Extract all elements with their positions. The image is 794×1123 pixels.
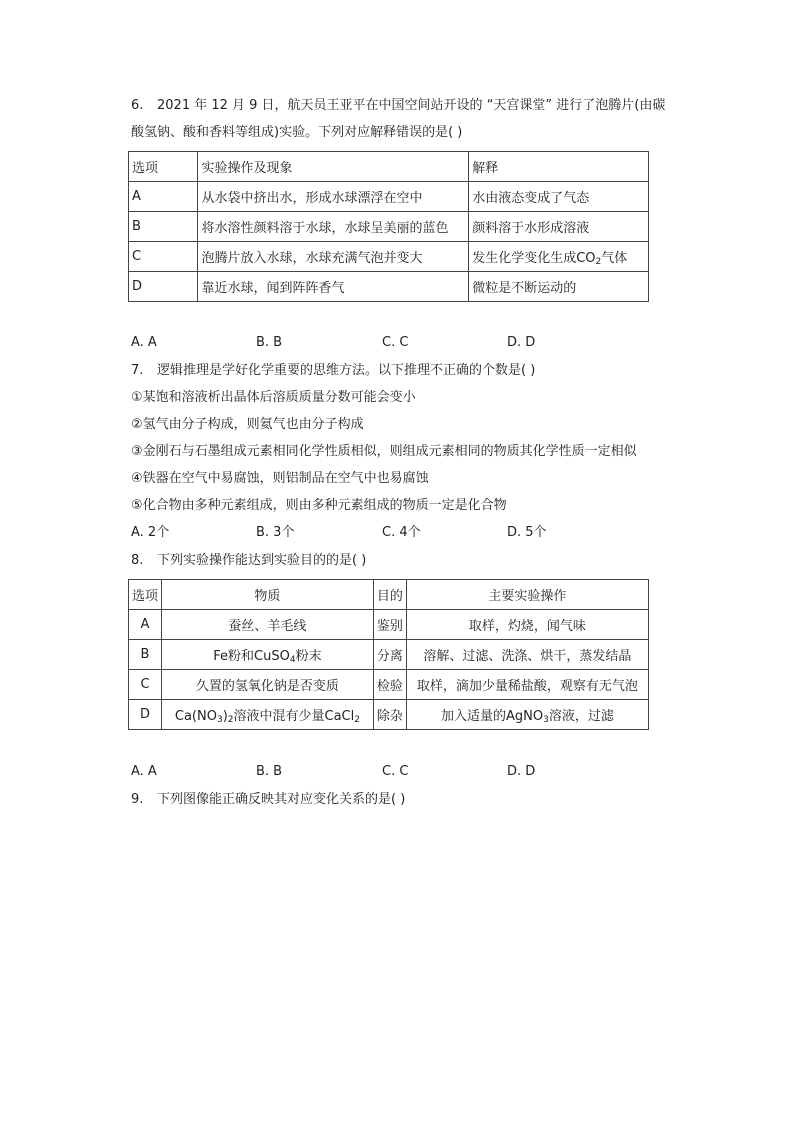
q7-item-2: ②氢气由分子构成，则氦气也由分子构成 <box>131 417 364 432</box>
table-row <box>129 700 649 730</box>
q8-stem-text: 下列实验操作能达到实验目的的是( ) <box>157 553 367 568</box>
q6-header-explanation: 解释 <box>469 152 649 182</box>
q8-row-aim: 检验 <box>373 670 406 700</box>
formula-text: 气体 <box>601 251 628 266</box>
formula-text: ) <box>222 709 228 724</box>
q7-option-a[interactable]: A. 2个 <box>131 525 170 540</box>
q8-table <box>128 579 649 730</box>
q8-row-operation <box>406 700 648 730</box>
q8-row-substance <box>162 640 374 670</box>
formula-text: 粉末 <box>295 649 322 664</box>
q6-option-b[interactable]: B. B <box>256 335 283 350</box>
q6-row-operation: 将水溶性颜料溶于水球，水球呈美丽的蓝色 <box>198 212 469 242</box>
q8-table-header <box>129 580 649 610</box>
formula-subscript: 2 <box>227 715 234 725</box>
q6-row-operation: 靠近水球，闻到阵阵香气 <box>198 272 469 302</box>
q6-row-option: C <box>129 242 198 272</box>
q8-row-option: A <box>129 610 162 640</box>
q6-stem-line1 <box>131 96 665 116</box>
q8-row-option: B <box>129 640 162 670</box>
q8-row-substance <box>162 700 374 730</box>
q6-stem-text1: 2021 年 12 月 9 日，航天员王亚平在中国空间站开设的 “天宫课堂” 进行了泡腾片(由碳 <box>157 98 666 113</box>
q6-row-operation: 从水袋中挤出水，形成水球漂浮在空中 <box>198 182 469 212</box>
q6-row-option: A <box>129 182 198 212</box>
q6-option-d[interactable]: D. D <box>507 335 536 350</box>
q8-row-operation: 取样，灼烧，闻气味 <box>406 610 648 640</box>
q8-row-aim: 鉴别 <box>373 610 406 640</box>
q9-stem <box>131 790 405 810</box>
table-row <box>129 182 649 212</box>
q8-row-operation: 溶解、过滤、洗涤、烘干，蒸发结晶 <box>406 640 648 670</box>
formula-text: 发生化学变化生成CO <box>472 251 596 266</box>
q7-stem-text: 逻辑推理是学好化学重要的思维方法。以下推理不正确的个数是( ) <box>157 363 536 378</box>
q6-header-operation: 实验操作及现象 <box>198 152 469 182</box>
q6-row-option: D <box>129 272 198 302</box>
q7-item-5: ⑤化合物由多种元素组成，则由多种元素组成的物质一定是化合物 <box>131 498 507 513</box>
q8-header-operation: 主要实验操作 <box>406 580 648 610</box>
q8-row-option: C <box>129 670 162 700</box>
q8-option-d[interactable]: D. D <box>507 764 536 779</box>
q6-row-option: B <box>129 212 198 242</box>
q6-number: 6. <box>131 98 144 113</box>
q6-stem-line2: 酸氢钠、酸和香料等组成)实验。下列对应解释错误的是( ) <box>131 125 463 140</box>
formula-text: 溶液中混有少量CaCl <box>233 709 355 724</box>
formula-text: Ca(NO <box>174 709 217 724</box>
q7-option-d[interactable]: D. 5个 <box>507 525 547 540</box>
formula-subscript: 2 <box>595 257 602 267</box>
q8-option-a[interactable]: A. A <box>131 764 157 779</box>
q6-header-option: 选项 <box>129 152 198 182</box>
q7-option-b[interactable]: B. 3个 <box>256 525 295 540</box>
q6-row-operation: 泡腾片放入水球，水球充满气泡并变大 <box>198 242 469 272</box>
q8-header-substance: 物质 <box>162 580 374 610</box>
q6-row-explanation <box>469 242 649 272</box>
q8-row-option: D <box>129 700 162 730</box>
q8-header-aim: 目的 <box>373 580 406 610</box>
formula-subscript: 4 <box>289 655 296 665</box>
q8-stem <box>131 551 366 571</box>
table-row <box>129 242 649 272</box>
table-row <box>129 272 649 302</box>
q8-row-operation: 取样，滴加少量稀盐酸，观察有无气泡 <box>406 670 648 700</box>
formula-text: 溶液，过滤 <box>548 709 614 724</box>
formula-text: Fe粉和CuSO <box>213 649 290 664</box>
q7-number: 7. <box>131 363 144 378</box>
formula-subscript: 3 <box>216 715 223 725</box>
table-row <box>129 610 649 640</box>
q8-row-aim: 分离 <box>373 640 406 670</box>
q6-row-explanation: 水由液态变成了气态 <box>469 182 649 212</box>
q6-row-explanation: 颜料溶于水形成溶液 <box>469 212 649 242</box>
q7-option-c[interactable]: C. 4个 <box>382 525 421 540</box>
q8-row-aim: 除杂 <box>373 700 406 730</box>
q8-row-substance: 蚕丝、羊毛线 <box>162 610 374 640</box>
q6-table-header <box>129 152 649 182</box>
formula-subscript: 2 <box>354 715 360 725</box>
q7-item-3: ③金刚石与石墨组成元素相同化学性质相似，则组成元素相同的物质其化学性质一定相似 <box>131 444 637 459</box>
q6-option-a[interactable]: A. A <box>131 335 157 350</box>
table-row <box>129 670 649 700</box>
q7-item-4: ④铁器在空气中易腐蚀，则铝制品在空气中也易腐蚀 <box>131 471 429 486</box>
q8-row-substance: 久置的氢氧化钠是否变质 <box>162 670 374 700</box>
q6-option-c[interactable]: C. C <box>382 335 409 350</box>
q6-table <box>128 151 649 302</box>
q9-number: 9. <box>131 792 144 807</box>
formula-text: 加入适量的AgNO <box>440 709 544 724</box>
q8-option-c[interactable]: C. C <box>382 764 409 779</box>
q8-option-b[interactable]: B. B <box>256 764 283 779</box>
q7-stem <box>131 361 535 381</box>
formula-subscript: 3 <box>543 715 549 725</box>
q8-header-option: 选项 <box>129 580 162 610</box>
q6-row-explanation: 微粒是不断运动的 <box>469 272 649 302</box>
q7-item-1: ①某饱和溶液析出晶体后溶质质量分数可能会变小 <box>131 390 416 405</box>
table-row <box>129 212 649 242</box>
q8-number: 8. <box>131 553 144 568</box>
q9-stem-text: 下列图像能正确反映其对应变化关系的是( ) <box>157 792 406 807</box>
table-row <box>129 640 649 670</box>
